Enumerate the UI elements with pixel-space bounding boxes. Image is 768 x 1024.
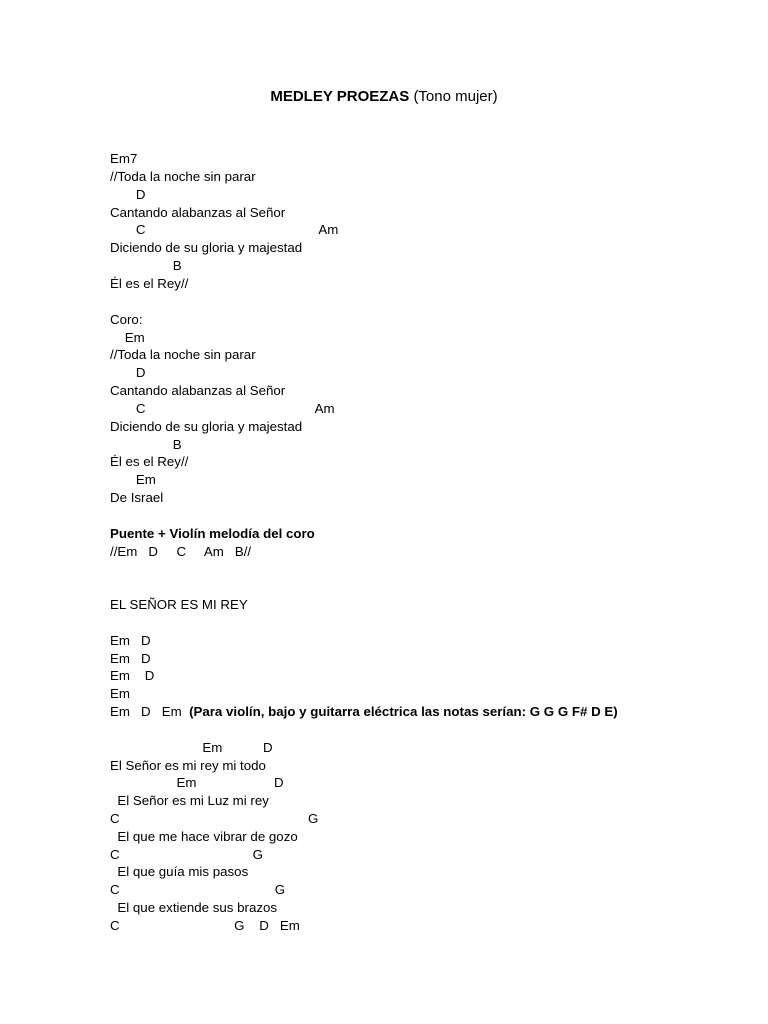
song-title (0, 88, 768, 106)
lyric-line: De Israel (110, 490, 164, 505)
lyric-line: El que extiende sus brazos (110, 900, 278, 915)
lyric-line: El Señor es mi Luz mi rey (110, 793, 269, 808)
lyric-line: Él es el Rey// (110, 276, 189, 291)
chord-line: Em7 (110, 151, 138, 166)
lyric-line: Diciendo de su gloria y majestad (110, 240, 303, 255)
chord-line: Em D (110, 633, 151, 648)
chord-line: Em D (110, 651, 151, 666)
chord-line: C G (110, 811, 319, 826)
chords: Em D Em (110, 704, 182, 719)
lyric-line: El que me hace vibrar de gozo (110, 829, 298, 844)
chord-line: B (110, 437, 182, 452)
lyric-line: Él es el Rey// (110, 454, 189, 469)
chord-line: D (110, 187, 146, 202)
chord-line: B (110, 258, 182, 273)
chord-line: D (110, 365, 146, 380)
lyric-line: El que guía mis pasos (110, 864, 249, 879)
chord-line: C Am (110, 222, 339, 237)
lyric-line: //Toda la noche sin parar (110, 169, 256, 184)
chord-line: Em D (110, 775, 284, 790)
chord-line-with-note (110, 703, 618, 721)
chord-line: Em (110, 330, 145, 345)
chord-line: C G (110, 847, 263, 862)
section-heading-el-senor-es-mi-rey: EL SEÑOR ES MI REY (110, 597, 248, 612)
lyric-line: Cantando alabanzas al Señor (110, 383, 286, 398)
chord-line: C G (110, 882, 286, 897)
lyric-line: Diciendo de su gloria y majestad (110, 419, 303, 434)
title-subtitle: (Tono mujer) (413, 88, 498, 105)
section-label-coro: Coro: (110, 312, 143, 327)
section-heading-puente: Puente + Violín melodía del coro (110, 526, 315, 541)
instrument-note: (Para violín, bajo y guitarra eléctrica las notas serían: G G G F# D E) (189, 704, 618, 719)
lyric-line: El Señor es mi rey mi todo (110, 758, 266, 773)
chord-line: C G D Em (110, 918, 300, 933)
chord-line: Em (110, 686, 130, 701)
chord-line: Em (110, 472, 156, 487)
chord-line: //Em D C Am B// (110, 544, 252, 559)
lyric-line: //Toda la noche sin parar (110, 347, 256, 362)
chord-line: Em D (110, 740, 273, 755)
chord-line: Em D (110, 668, 155, 683)
title-main: MEDLEY PROEZAS (270, 88, 410, 105)
lyric-line: Cantando alabanzas al Señor (110, 205, 286, 220)
chord-line: C Am (110, 401, 335, 416)
